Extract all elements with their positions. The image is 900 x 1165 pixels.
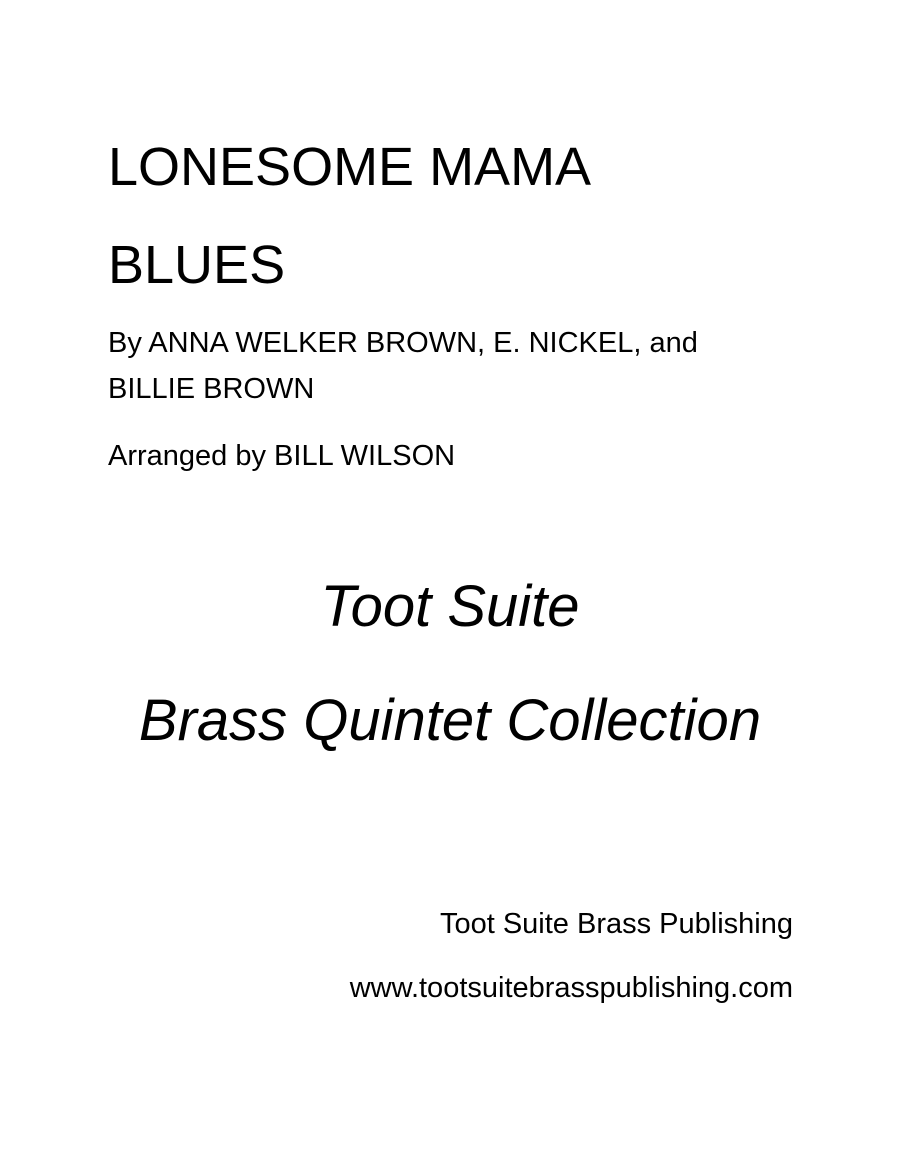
composer-credits xyxy=(108,320,808,412)
collection-name: Toot Suite xyxy=(320,574,580,639)
song-title xyxy=(108,118,808,314)
arranger-credit: Arranged by BILL WILSON xyxy=(108,440,456,472)
composer-credits-line-1: By ANNA WELKER BROWN, E. NICKEL, and xyxy=(108,327,698,359)
song-title-line-1: LONESOME MAMA xyxy=(108,137,592,197)
publisher-url: www.tootsuitebrasspublishing.com xyxy=(349,972,793,1004)
composer-credits-line-2: BILLIE BROWN xyxy=(108,373,315,405)
song-title-line-2: BLUES xyxy=(108,235,286,295)
collection-subtitle: Brass Quintet Collection xyxy=(138,688,762,753)
publisher-name: Toot Suite Brass Publishing xyxy=(439,908,793,940)
